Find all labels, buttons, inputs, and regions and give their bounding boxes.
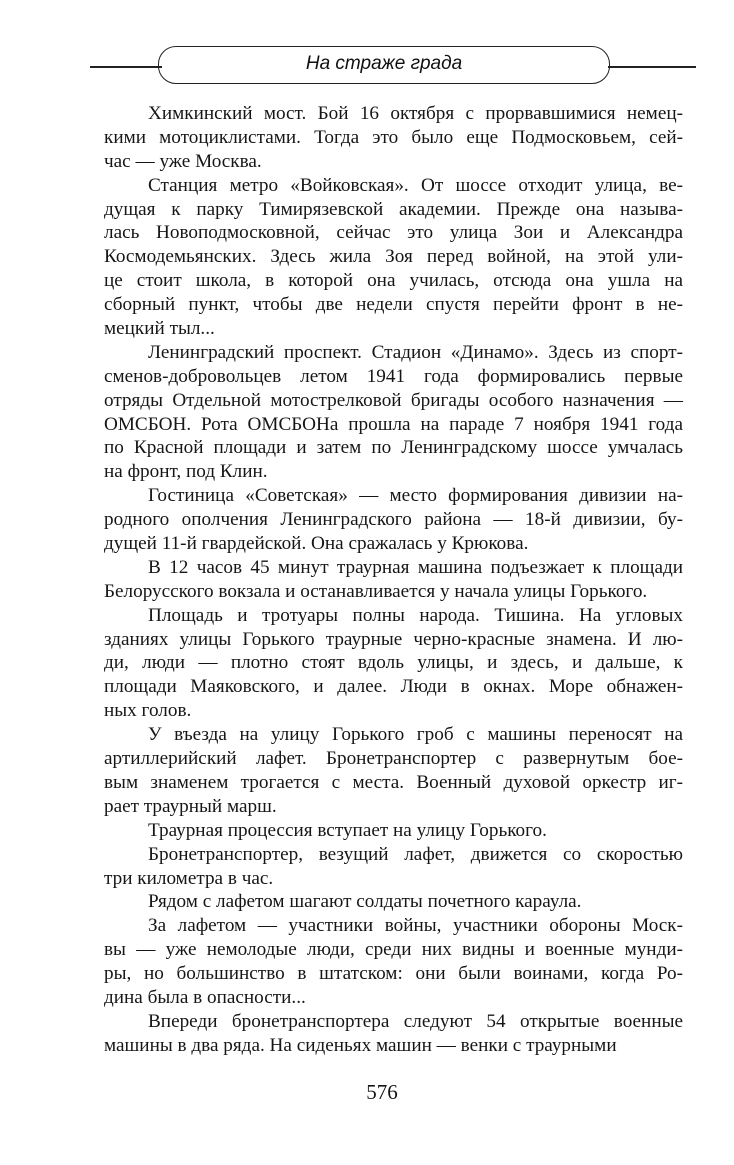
text-line: дина была в опасности... xyxy=(104,986,306,1008)
text-line: ных голов. xyxy=(104,700,192,722)
text-line: В 12 часов 45 минут траурная машина подъезжает к площади xyxy=(148,556,683,578)
text-line: кими мотоциклистами. Тогда это было еще Подмосковьем, сей- xyxy=(104,126,683,148)
text-line: час — уже Москва. xyxy=(104,150,262,172)
paragraph xyxy=(104,341,683,484)
text-line: зданиях улицы Горького траурные черно-красные знамена. И лю- xyxy=(104,628,683,650)
body-text xyxy=(104,102,683,1058)
text-line: Космодемьянских. Здесь жила Зоя перед войной, на этой ули- xyxy=(104,246,683,268)
paragraph xyxy=(104,819,683,843)
text-line: мецкий тыл... xyxy=(104,318,215,340)
paragraph xyxy=(104,102,683,174)
paragraph xyxy=(104,484,683,556)
text-line: За лафетом — участники войны, участники обороны Моск- xyxy=(148,915,683,937)
text-line: Гостиница «Советская» — место формирования дивизии на- xyxy=(148,485,683,507)
text-line: отряды Отдельной мотострелковой бригады особого назначения — xyxy=(104,389,683,411)
text-line: ди, люди — плотно стоят вдоль улицы, и здесь, и дальше, к xyxy=(104,652,683,674)
text-line: ры, но большинство в штатском: они были воинами, когда Ро- xyxy=(104,963,683,985)
text-line: по Красной площади и затем по Ленинградскому шоссе умчалась xyxy=(104,437,683,459)
text-line: Белорусского вокзала и останавливается у начала улицы Горького. xyxy=(104,580,648,602)
text-line: У въезда на улицу Горького гроб с машины переносят на xyxy=(148,724,683,746)
text-line: Площадь и тротуары полны народа. Тишина. На угловых xyxy=(148,604,683,626)
paragraph xyxy=(104,174,683,341)
header-rule-left xyxy=(90,66,162,68)
text-line: машины в два ряда. На сиденьях машин — венки с траурными xyxy=(104,1034,617,1056)
paragraph xyxy=(104,604,683,723)
text-line: Станция метро «Войковская». От шоссе отходит улица, ве- xyxy=(148,174,683,196)
header-rule-right xyxy=(608,66,696,68)
text-line: лась Новоподмосковной, сейчас это улица Зои и Александра xyxy=(104,222,683,244)
text-line: Ленинградский проспект. Стадион «Динамо». Здесь из спорт- xyxy=(148,341,683,363)
running-header xyxy=(90,44,696,88)
text-line: Траурная процессия вступает на улицу Горького. xyxy=(148,819,547,841)
text-line: на фронт, под Клин. xyxy=(104,461,268,483)
paragraph xyxy=(104,890,683,914)
text-line: Бронетранспортер, везущий лафет, движется со скоростью xyxy=(148,843,683,865)
text-line: сменов-добровольцев летом 1941 года формировались первые xyxy=(104,365,683,387)
paragraph xyxy=(104,843,683,891)
text-line: рает траурный марш. xyxy=(104,795,277,817)
text-line: вы — уже немолодые люди, среди них видны и военные мунди- xyxy=(104,939,683,961)
text-line: дущая к парку Тимирязевской академии. Прежде она называ- xyxy=(104,198,683,220)
text-line: родного ополчения Ленинградского района — 18-й дивизии, бу- xyxy=(104,509,683,531)
paragraph xyxy=(104,556,683,604)
text-line: Рядом с лафетом шагают солдаты почетного караула. xyxy=(148,891,582,913)
paragraph xyxy=(104,723,683,819)
page-number: 576 xyxy=(366,1080,398,1104)
paragraph xyxy=(104,914,683,1010)
text-line: ОМСБОН. Рота ОМСБОНа прошла на параде 7 ноября 1941 года xyxy=(104,413,683,435)
text-line: артиллерийский лафет. Бронетранспортер с развернутым бое- xyxy=(104,748,683,770)
text-line: дущей 11-й гвардейской. Она сражалась у Крюкова. xyxy=(104,533,529,555)
header-title: На страже града xyxy=(305,53,463,74)
text-line: Химкинский мост. Бой 16 октября с прорвавшимися немец- xyxy=(148,103,683,124)
paragraph xyxy=(104,1010,683,1058)
text-line: сборный пункт, чтобы две недели спустя перейти фронт в не- xyxy=(104,294,683,316)
header-frame xyxy=(158,46,610,84)
text-line: площади Маяковского, и далее. Люди в окнах. Море обнажен- xyxy=(104,676,683,698)
text-line: три километра в час. xyxy=(104,867,274,889)
text-line: це стоит школа, в которой она училась, отсюда она ушла на xyxy=(104,270,683,292)
text-line: Впереди бронетранспортера следуют 54 открытые военные xyxy=(148,1010,683,1032)
text-line: вым знаменем трогается с места. Военный духовой оркестр иг- xyxy=(104,771,683,793)
